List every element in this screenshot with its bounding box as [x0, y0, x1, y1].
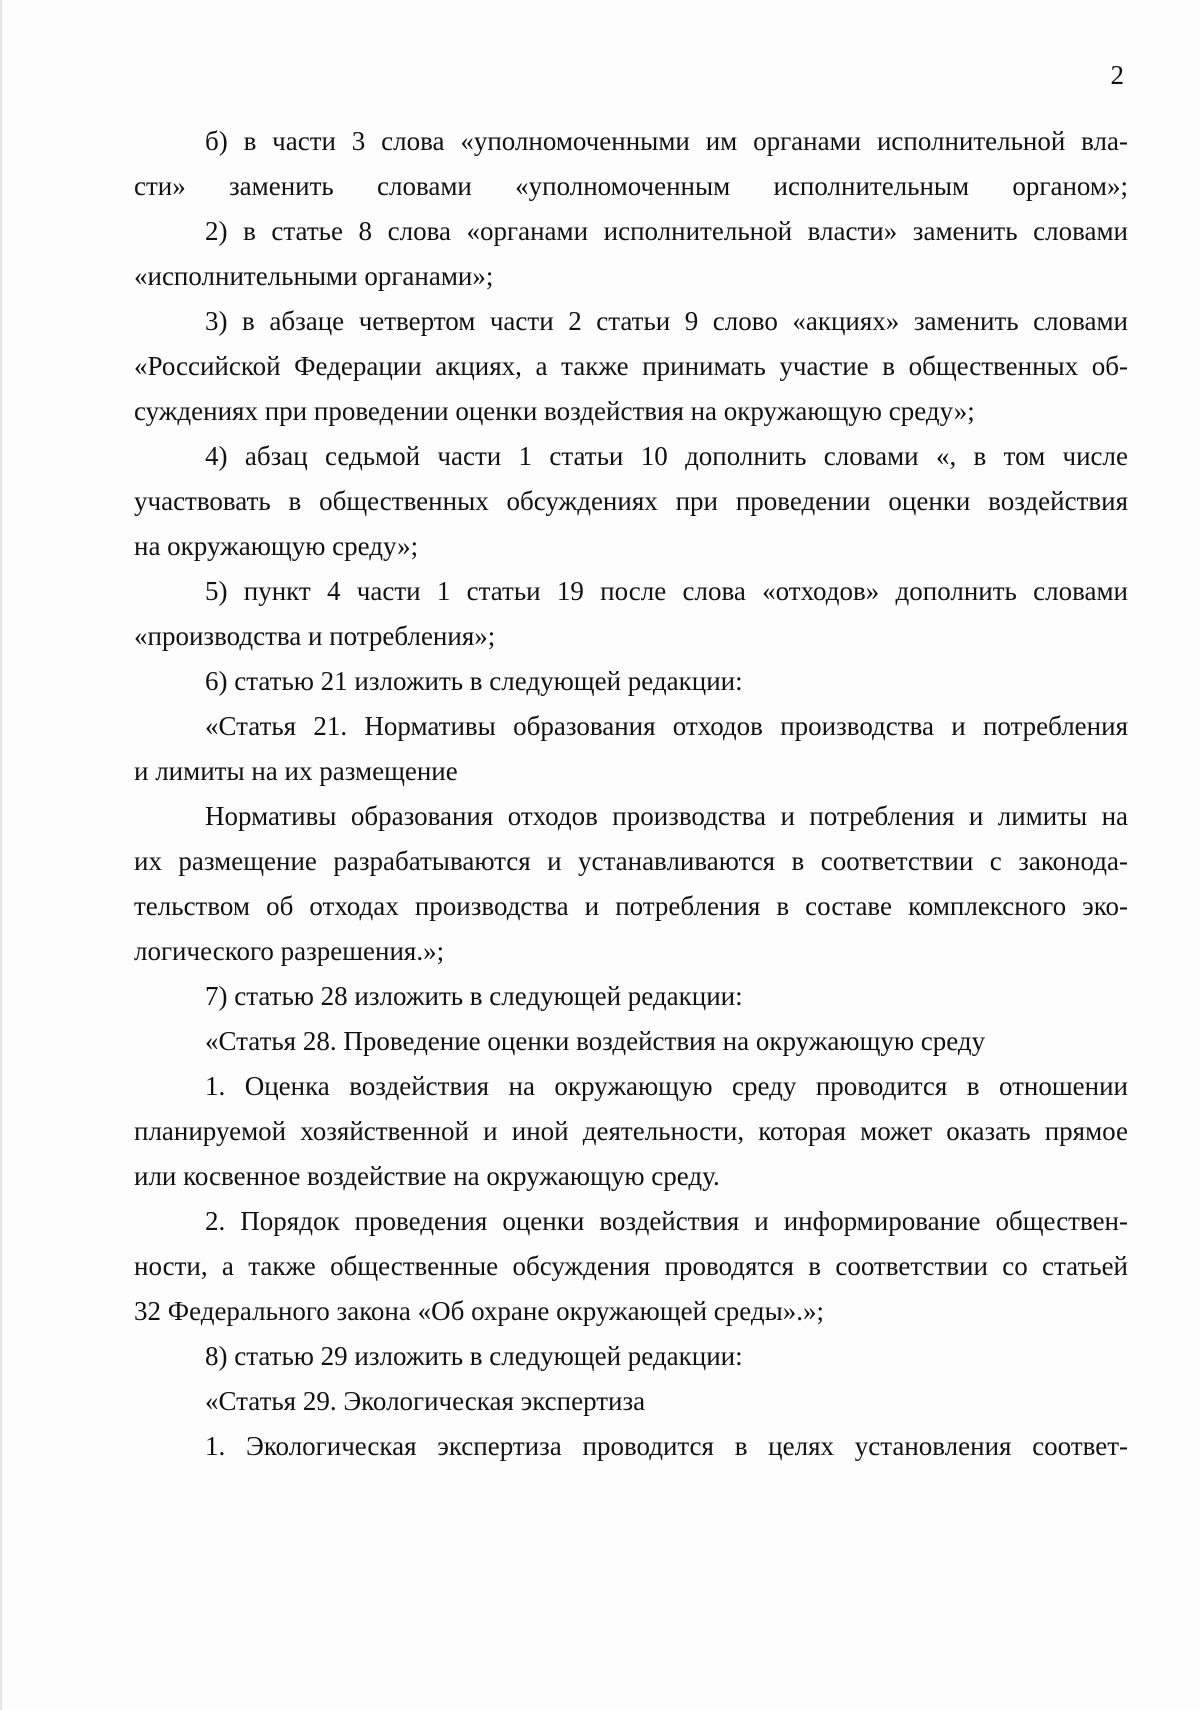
text-line: «производства и потребления»; — [134, 621, 496, 651]
text-line: 3) в абзаце четвертом части 2 статьи 9 слово «акциях» заменить словами — [205, 306, 1128, 336]
text-line: или косвенное воздействие на окружающую среду. — [134, 1161, 720, 1191]
text-line: 6) статью 21 изложить в следующей редакции: — [205, 666, 743, 696]
scan-edge — [0, 0, 2, 1710]
text-line: на окружающую среду»; — [134, 531, 419, 561]
text-line: 1. Оценка воздействия на окружающую среду проводится в отношении — [205, 1071, 1128, 1101]
text-line: их размещение разрабатываются и устанавливаются в соответствии с законода- — [134, 846, 1128, 876]
text-line: и лимиты на их размещение — [134, 756, 458, 786]
page-number: 2 — [1110, 60, 1124, 90]
text-line: участвовать в общественных обсуждениях при проведении оценки воздействия — [134, 486, 1128, 516]
text-line: 8) статью 29 изложить в следующей редакции: — [205, 1341, 743, 1371]
text-line: «Российской Федерации акциях, а также принимать участие в общественных об- — [134, 351, 1128, 381]
text-line: суждениях при проведении оценки воздействия на окружающую среду»; — [134, 396, 975, 426]
text-line: «Статья 28. Проведение оценки воздействия на окружающую среду — [205, 1026, 986, 1056]
text-line: 1. Экологическая экспертиза проводится в целях установления соответ- — [205, 1431, 1128, 1461]
text-line: 7) статью 28 изложить в следующей редакции: — [205, 981, 743, 1011]
text-line: тельством об отходах производства и потребления в составе комплексного эко- — [134, 891, 1128, 921]
text-line: «Статья 21. Нормативы образования отходов производства и потребления — [205, 711, 1128, 741]
text-line: 32 Федерального закона «Об охране окружающей среды».»; — [134, 1296, 825, 1326]
text-line: 5) пункт 4 части 1 статьи 19 после слова «отходов» дополнить словами — [205, 576, 1128, 606]
text-line: б) в части 3 слова «уполномоченными им органами исполнительной вла- — [205, 126, 1128, 156]
text-line: 4) абзац седьмой части 1 статьи 10 дополнить словами «, в том числе — [205, 441, 1128, 471]
text-line: сти» заменить словами «уполномоченным исполнительным органом»; — [134, 171, 1128, 201]
text-line: «Статья 29. Экологическая экспертиза — [205, 1386, 646, 1416]
text-line: 2) в статье 8 слова «органами исполнительной власти» заменить словами — [205, 216, 1128, 246]
text-line: логического разрешения.»; — [134, 936, 445, 966]
text-line: «исполнительными органами»; — [134, 261, 494, 291]
text-line: ности, а также общественные обсуждения проводятся в соответствии со статьей — [134, 1251, 1128, 1281]
text-line: планируемой хозяйственной и иной деятельности, которая может оказать прямое — [134, 1116, 1128, 1146]
text-line: 2. Порядок проведения оценки воздействия и информирование обществен- — [205, 1206, 1128, 1236]
text-line: Нормативы образования отходов производства и потребления и лимиты на — [205, 801, 1128, 831]
